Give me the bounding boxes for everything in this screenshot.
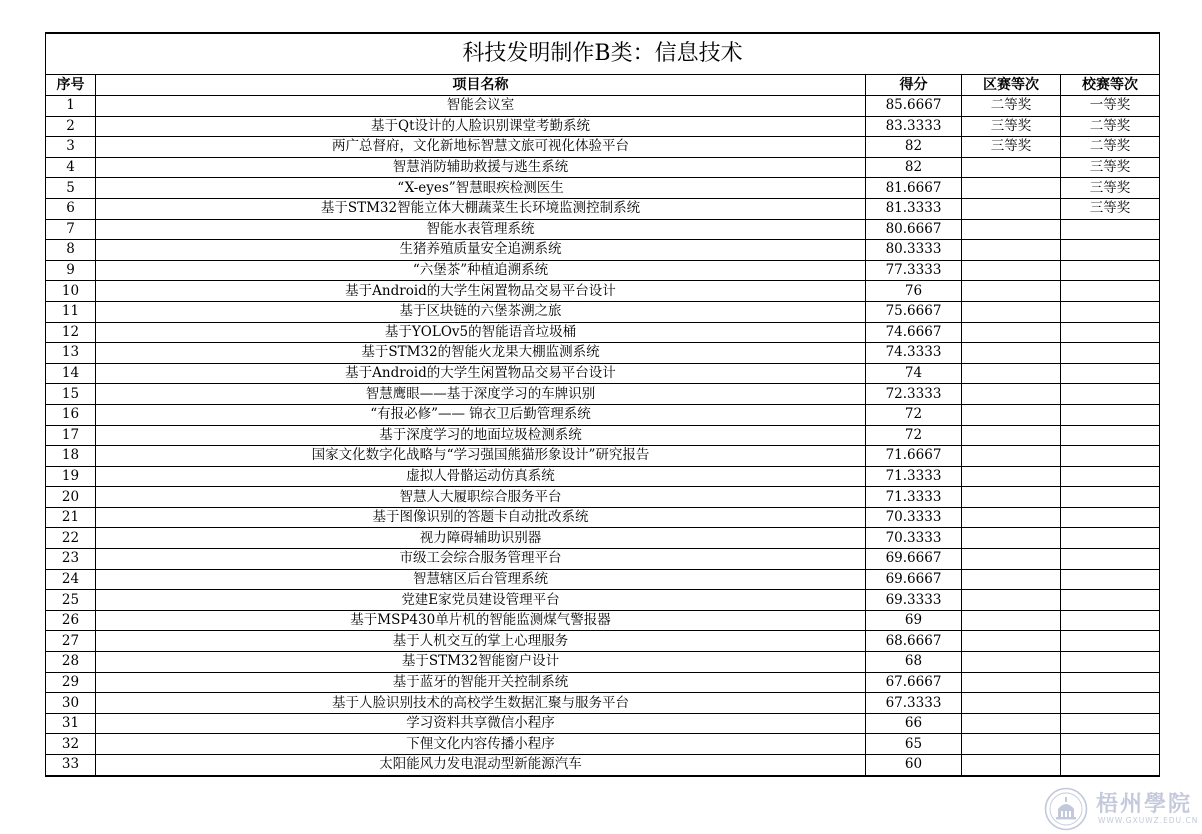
- cell-name: 基于Android的大学生闲置物品交易平台设计: [96, 281, 866, 302]
- table-row: [46, 178, 1160, 199]
- cell-score: 76: [866, 281, 962, 302]
- cell-school: 三等奖: [1061, 198, 1160, 219]
- cell-score: 71.3333: [866, 466, 962, 487]
- cell-no: 13: [46, 343, 96, 364]
- cell-district: [962, 693, 1061, 714]
- cell-school: [1061, 281, 1160, 302]
- cell-district: [962, 549, 1061, 570]
- table-row: [46, 652, 1160, 673]
- cell-no: 29: [46, 672, 96, 693]
- cell-no: 15: [46, 384, 96, 405]
- cell-district: [962, 198, 1061, 219]
- cell-score: 81.6667: [866, 178, 962, 199]
- cell-name: 基于Android的大学生闲置物品交易平台设计: [96, 363, 866, 384]
- cell-score: 80.3333: [866, 240, 962, 261]
- cell-school: [1061, 610, 1160, 631]
- cell-school: [1061, 652, 1160, 673]
- cell-school: [1061, 528, 1160, 549]
- cell-no: 17: [46, 425, 96, 446]
- table-row: [46, 219, 1160, 240]
- table-row: [46, 301, 1160, 322]
- cell-school: [1061, 590, 1160, 611]
- cell-score: 72.3333: [866, 384, 962, 405]
- cell-no: 21: [46, 507, 96, 528]
- table-row: [46, 240, 1160, 261]
- cell-district: [962, 219, 1061, 240]
- cell-name: 智能水表管理系统: [96, 219, 866, 240]
- cell-score: 74.6667: [866, 322, 962, 343]
- cell-score: 65: [866, 734, 962, 755]
- title-row: [46, 33, 1160, 75]
- cell-district: [962, 446, 1061, 467]
- cell-score: 82: [866, 137, 962, 158]
- cell-score: 69.3333: [866, 590, 962, 611]
- cell-no: 4: [46, 157, 96, 178]
- cell-district: [962, 528, 1061, 549]
- cell-name: 下俚文化内容传播小程序: [96, 734, 866, 755]
- cell-district: 二等奖: [962, 96, 1061, 117]
- cell-district: [962, 487, 1061, 508]
- cell-district: [962, 466, 1061, 487]
- cell-school: [1061, 425, 1160, 446]
- cell-score: 72: [866, 425, 962, 446]
- cell-score: 69: [866, 610, 962, 631]
- table-row: [46, 446, 1160, 467]
- cell-name: 智能会议室: [96, 96, 866, 117]
- table-row: [46, 590, 1160, 611]
- table-row: [46, 487, 1160, 508]
- cell-no: 11: [46, 301, 96, 322]
- cell-school: 三等奖: [1061, 178, 1160, 199]
- cell-name: 视力障碍辅助识别器: [96, 528, 866, 549]
- cell-district: [962, 301, 1061, 322]
- cell-school: 一等奖: [1061, 96, 1160, 117]
- table-row: [46, 631, 1160, 652]
- cell-district: [962, 404, 1061, 425]
- cell-district: [962, 569, 1061, 590]
- table-row: [46, 322, 1160, 343]
- table-row: [46, 198, 1160, 219]
- header-row: [46, 75, 1160, 96]
- cell-score: 82: [866, 157, 962, 178]
- cell-no: 24: [46, 569, 96, 590]
- cell-district: 三等奖: [962, 116, 1061, 137]
- header-score: 得分: [866, 75, 962, 96]
- cell-district: [962, 713, 1061, 734]
- cell-name: 太阳能风力发电混动型新能源汽车: [96, 755, 866, 776]
- cell-school: [1061, 631, 1160, 652]
- cell-district: [962, 240, 1061, 261]
- cell-name: 基于人脸识别技术的高校学生数据汇聚与服务平台: [96, 693, 866, 714]
- cell-no: 14: [46, 363, 96, 384]
- cell-name: 学习资料共享微信小程序: [96, 713, 866, 734]
- cell-school: [1061, 446, 1160, 467]
- cell-school: [1061, 693, 1160, 714]
- cell-school: [1061, 384, 1160, 405]
- cell-no: 9: [46, 260, 96, 281]
- cell-name: 基于Qt设计的人脸识别课堂考勤系统: [96, 116, 866, 137]
- header-no: 序号: [46, 75, 96, 96]
- table-row: [46, 713, 1160, 734]
- table-row: [46, 116, 1160, 137]
- cell-district: [962, 363, 1061, 384]
- watermark-text: 梧州學院: [1096, 791, 1193, 817]
- cell-no: 10: [46, 281, 96, 302]
- cell-district: [962, 507, 1061, 528]
- cell-name: “六堡茶”种植追溯系统: [96, 260, 866, 281]
- table-row: [46, 755, 1160, 776]
- cell-school: [1061, 549, 1160, 570]
- table-row: [46, 425, 1160, 446]
- cell-district: [962, 755, 1061, 776]
- cell-name: “有报必修”—— 锦衣卫后勤管理系统: [96, 404, 866, 425]
- table-row: [46, 404, 1160, 425]
- cell-name: 基于STM32智能立体大棚蔬菜生长环境监测控制系统: [96, 198, 866, 219]
- cell-district: [962, 652, 1061, 673]
- cell-district: [962, 281, 1061, 302]
- cell-no: 26: [46, 610, 96, 631]
- cell-district: [962, 590, 1061, 611]
- cell-score: 75.6667: [866, 301, 962, 322]
- cell-no: 2: [46, 116, 96, 137]
- table-row: [46, 363, 1160, 384]
- table-row: [46, 343, 1160, 364]
- cell-school: [1061, 672, 1160, 693]
- cell-score: 68.6667: [866, 631, 962, 652]
- header-name: 项目名称: [96, 75, 866, 96]
- cell-name: 两广总督府，文化新地标智慧文旅可视化体验平台: [96, 137, 866, 158]
- cell-school: [1061, 734, 1160, 755]
- cell-district: [962, 384, 1061, 405]
- cell-name: 市级工会综合服务管理平台: [96, 549, 866, 570]
- cell-name: 基于STM32的智能火龙果大棚监测系统: [96, 343, 866, 364]
- cell-district: [962, 260, 1061, 281]
- cell-name: 基于MSP430单片机的智能监测煤气警报器: [96, 610, 866, 631]
- cell-score: 66: [866, 713, 962, 734]
- cell-no: 16: [46, 404, 96, 425]
- cell-score: 67.6667: [866, 672, 962, 693]
- table-row: [46, 260, 1160, 281]
- cell-district: [962, 631, 1061, 652]
- cell-no: 5: [46, 178, 96, 199]
- cell-district: 三等奖: [962, 137, 1061, 158]
- table-row: [46, 569, 1160, 590]
- cell-score: 69.6667: [866, 569, 962, 590]
- table-row: [46, 549, 1160, 570]
- cell-school: 二等奖: [1061, 137, 1160, 158]
- cell-school: [1061, 487, 1160, 508]
- cell-no: 22: [46, 528, 96, 549]
- table-row: [46, 157, 1160, 178]
- table-row: [46, 528, 1160, 549]
- cell-district: [962, 157, 1061, 178]
- cell-score: 67.3333: [866, 693, 962, 714]
- cell-name: “X-eyes”智慧眼疾检测医生: [96, 178, 866, 199]
- cell-no: 12: [46, 322, 96, 343]
- table-row: [46, 466, 1160, 487]
- cell-school: [1061, 755, 1160, 776]
- cell-name: 基于人机交互的掌上心理服务: [96, 631, 866, 652]
- cell-name: 国家文化数字化战略与“学习强国熊猫形象设计”研究报告: [96, 446, 866, 467]
- cell-name: 智慧人大履职综合服务平台: [96, 487, 866, 508]
- table-title: 科技发明制作B类：信息技术: [46, 33, 1160, 75]
- cell-district: [962, 322, 1061, 343]
- cell-no: 31: [46, 713, 96, 734]
- school-seal-icon: [1044, 787, 1088, 831]
- table-row: [46, 610, 1160, 631]
- table-row: [46, 281, 1160, 302]
- cell-district: [962, 734, 1061, 755]
- cell-no: 1: [46, 96, 96, 117]
- cell-no: 33: [46, 755, 96, 776]
- cell-school: [1061, 301, 1160, 322]
- cell-school: [1061, 219, 1160, 240]
- cell-district: [962, 672, 1061, 693]
- cell-name: 基于区块链的六堡茶溯之旅: [96, 301, 866, 322]
- cell-score: 74.3333: [866, 343, 962, 364]
- cell-school: [1061, 404, 1160, 425]
- cell-school: [1061, 363, 1160, 384]
- cell-school: [1061, 322, 1160, 343]
- cell-name: 基于图像识别的答题卡自动批改系统: [96, 507, 866, 528]
- cell-no: 27: [46, 631, 96, 652]
- cell-school: [1061, 713, 1160, 734]
- cell-district: [962, 178, 1061, 199]
- cell-no: 32: [46, 734, 96, 755]
- cell-no: 8: [46, 240, 96, 261]
- cell-no: 6: [46, 198, 96, 219]
- cell-school: [1061, 507, 1160, 528]
- cell-school: [1061, 466, 1160, 487]
- cell-score: 81.3333: [866, 198, 962, 219]
- cell-school: 三等奖: [1061, 157, 1160, 178]
- cell-score: 80.6667: [866, 219, 962, 240]
- cell-score: 74: [866, 363, 962, 384]
- results-table: [45, 32, 1160, 777]
- cell-no: 25: [46, 590, 96, 611]
- cell-district: [962, 343, 1061, 364]
- cell-name: 智慧辖区后台管理系统: [96, 569, 866, 590]
- table-row: [46, 734, 1160, 755]
- cell-name: 基于蓝牙的智能开关控制系统: [96, 672, 866, 693]
- table-row: [46, 137, 1160, 158]
- cell-name: 生猪养殖质量安全追溯系统: [96, 240, 866, 261]
- table-row: [46, 672, 1160, 693]
- cell-name: 虚拟人骨骼运动仿真系统: [96, 466, 866, 487]
- cell-score: 70.3333: [866, 507, 962, 528]
- table-row: [46, 384, 1160, 405]
- cell-no: 30: [46, 693, 96, 714]
- cell-name: 基于YOLOv5的智能语音垃圾桶: [96, 322, 866, 343]
- table-row: [46, 693, 1160, 714]
- cell-no: 18: [46, 446, 96, 467]
- cell-score: 60: [866, 755, 962, 776]
- cell-school: 二等奖: [1061, 116, 1160, 137]
- cell-name: 党建E家党员建设管理平台: [96, 590, 866, 611]
- cell-district: [962, 425, 1061, 446]
- cell-no: 19: [46, 466, 96, 487]
- header-district: 区赛等次: [962, 75, 1061, 96]
- school-watermark: [1044, 787, 1200, 831]
- cell-score: 68: [866, 652, 962, 673]
- cell-no: 23: [46, 549, 96, 570]
- cell-school: [1061, 260, 1160, 281]
- cell-score: 69.6667: [866, 549, 962, 570]
- cell-no: 3: [46, 137, 96, 158]
- cell-name: 智慧消防辅助救援与逃生系统: [96, 157, 866, 178]
- cell-score: 71.3333: [866, 487, 962, 508]
- cell-score: 70.3333: [866, 528, 962, 549]
- cell-name: 智慧鹰眼——基于深度学习的车牌识别: [96, 384, 866, 405]
- cell-score: 71.6667: [866, 446, 962, 467]
- table-row: [46, 96, 1160, 117]
- cell-score: 83.3333: [866, 116, 962, 137]
- cell-school: [1061, 569, 1160, 590]
- watermark-url: WWW.GXUWZ.EDU.CN: [1098, 816, 1199, 825]
- cell-score: 77.3333: [866, 260, 962, 281]
- cell-school: [1061, 240, 1160, 261]
- cell-school: [1061, 343, 1160, 364]
- table-row: [46, 507, 1160, 528]
- header-school: 校赛等次: [1061, 75, 1160, 96]
- cell-no: 28: [46, 652, 96, 673]
- cell-name: 基于深度学习的地面垃圾检测系统: [96, 425, 866, 446]
- cell-district: [962, 610, 1061, 631]
- cell-no: 20: [46, 487, 96, 508]
- cell-no: 7: [46, 219, 96, 240]
- cell-name: 基于STM32智能窗户设计: [96, 652, 866, 673]
- cell-score: 72: [866, 404, 962, 425]
- cell-score: 85.6667: [866, 96, 962, 117]
